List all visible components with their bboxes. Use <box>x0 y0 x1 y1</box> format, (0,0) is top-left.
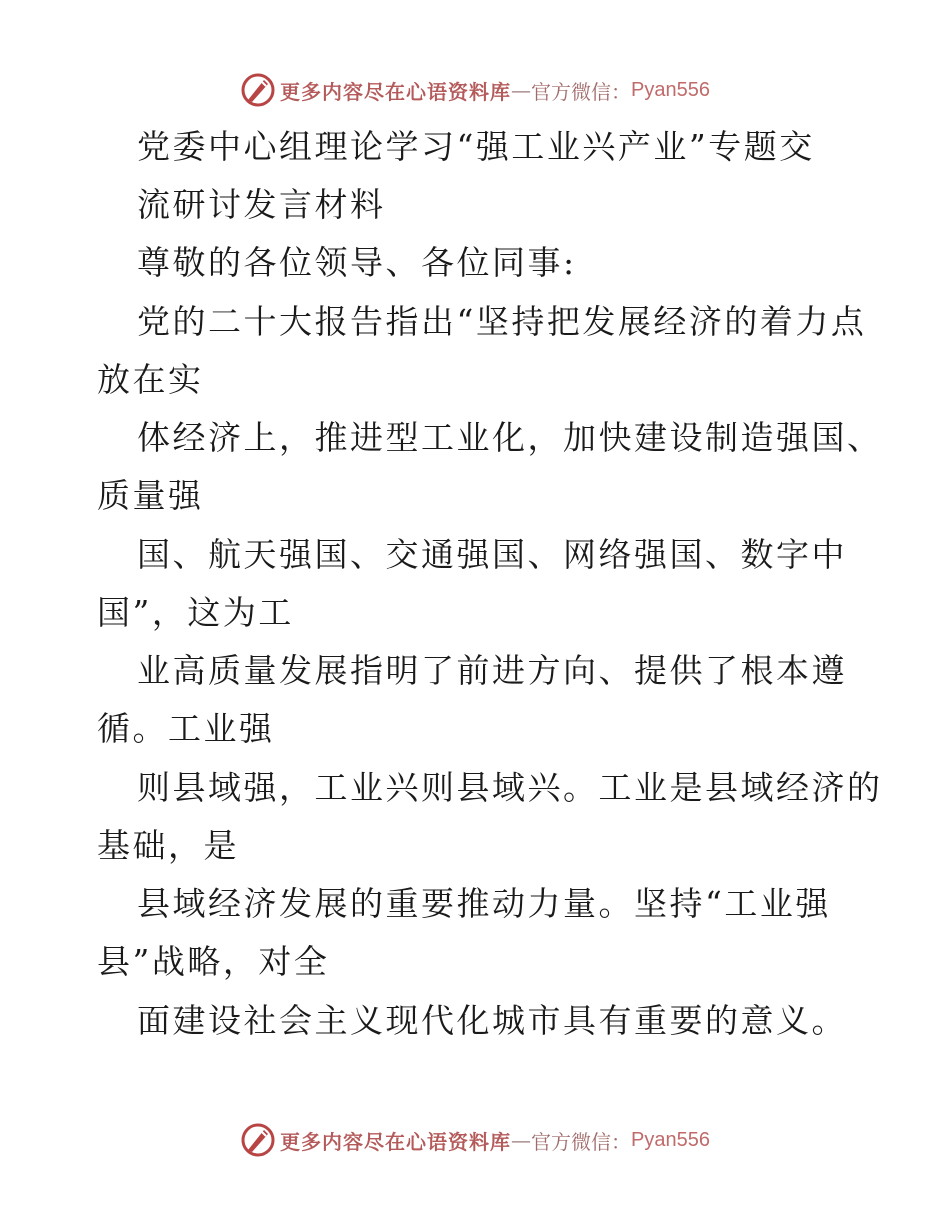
paragraph-line: 循。工业强 <box>97 709 275 748</box>
paragraph-line: 面建设社会主义现代化城市具有重要的意义。 <box>137 1001 847 1040</box>
paragraph-line: 党的二十大报告指出“坚持把发展经济的着力点 <box>137 302 867 341</box>
watermark-wechat-label: 官方微信： <box>531 79 632 104</box>
paragraph-line: 放在实 <box>97 360 204 399</box>
footer-watermark <box>0 1118 950 1162</box>
document-title-line-1: 党委中心组理论学习“强工业兴产业”专题交 <box>137 127 815 166</box>
pen-logo-icon <box>240 72 276 108</box>
watermark-dash: — <box>511 78 532 102</box>
paragraph-line: 则县域强，工业兴则县域兴。工业是县域经济的 <box>137 768 883 807</box>
pen-logo-icon <box>240 1122 276 1158</box>
paragraph-line: 国”，这为工 <box>97 593 294 632</box>
paragraph-line: 国、航天强国、交通强国、网络强国、数字中 <box>137 535 847 574</box>
header-watermark <box>0 68 950 112</box>
paragraph-line: 质量强 <box>97 476 204 515</box>
watermark-text: 更多内容尽在心语资料库 <box>280 79 512 104</box>
watermark-wechat-id: Pyan556 <box>631 1128 710 1151</box>
paragraph-line: 县域经济发展的重要推动力量。坚持“工业强 <box>137 884 831 923</box>
watermark-wechat-label: 官方微信： <box>531 1129 632 1154</box>
greeting: 尊敬的各位领导、各位同事: <box>137 243 577 282</box>
paragraph-line: 基础，是 <box>97 826 239 865</box>
document-title-line-2: 流研讨发言材料 <box>137 185 386 224</box>
watermark-text: 更多内容尽在心语资料库 <box>280 1129 512 1154</box>
watermark-dash: — <box>511 1128 532 1152</box>
watermark-wechat-id: Pyan556 <box>631 78 710 101</box>
paragraph-line: 体经济上，推进型工业化，加快建设制造强国、 <box>137 418 883 457</box>
paragraph-line: 业高质量发展指明了前进方向、提供了根本遵 <box>137 651 847 690</box>
paragraph-line: 县”战略，对全 <box>97 942 330 981</box>
